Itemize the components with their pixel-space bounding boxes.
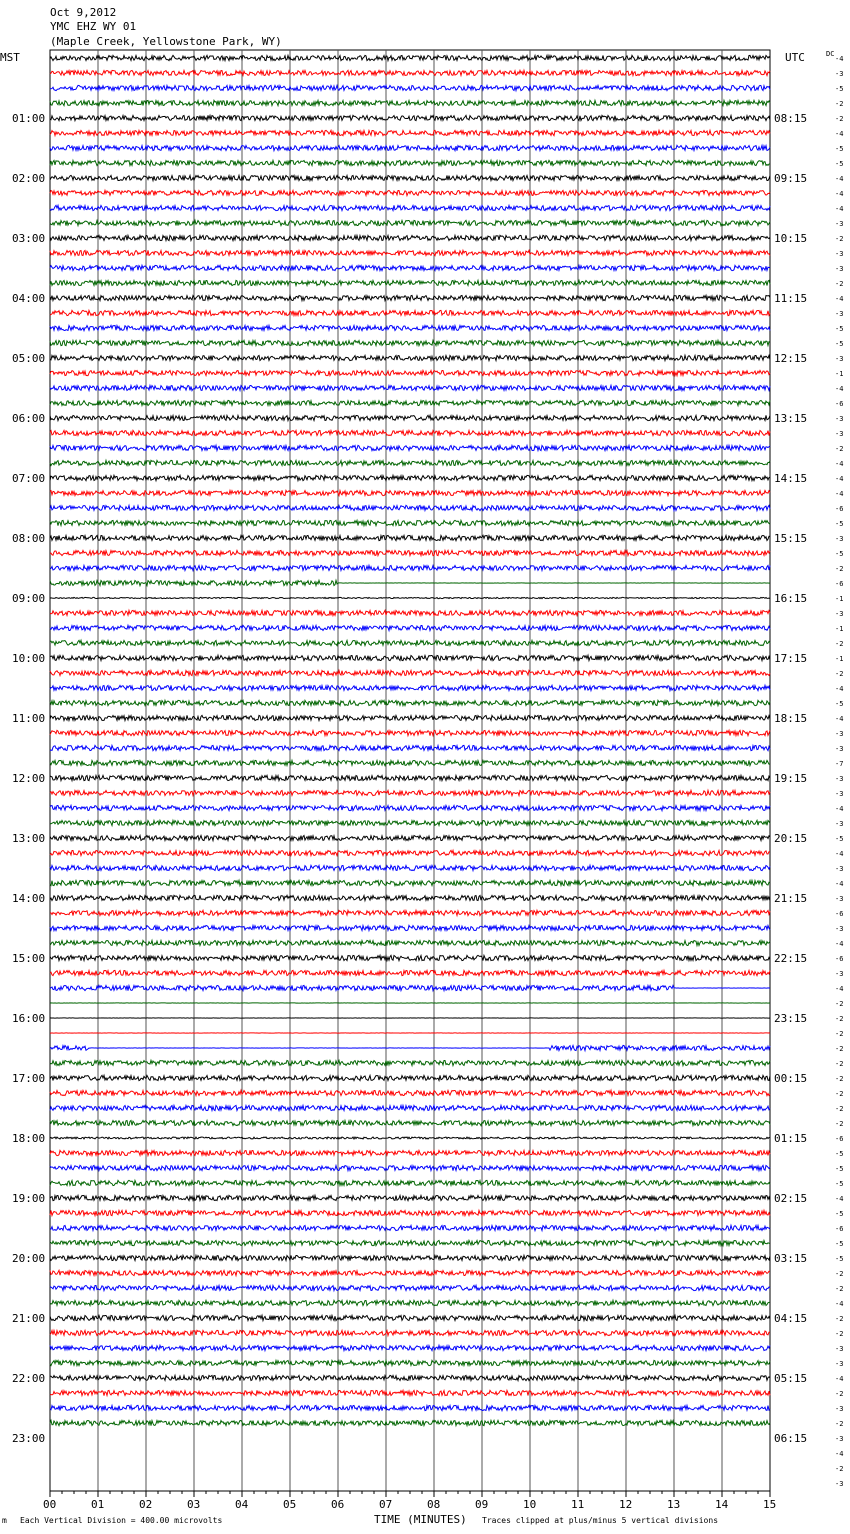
dc-offset-label: -2 xyxy=(835,1105,844,1113)
trace-line xyxy=(50,1075,770,1080)
trace-line xyxy=(50,535,770,540)
left-hour-label: 08:00 xyxy=(12,532,46,545)
dc-offset-label: -1 xyxy=(835,595,844,603)
header-station: YMC EHZ WY 01 xyxy=(50,20,137,33)
trace-line xyxy=(50,1270,770,1275)
trace-line xyxy=(50,655,770,660)
left-hour-label: 13:00 xyxy=(12,832,46,845)
dc-offset-label: -2 xyxy=(835,1390,844,1398)
dc-offset-label: -2 xyxy=(835,1270,844,1278)
right-hour-label: 21:15 xyxy=(774,892,808,905)
left-hour-label: 11:00 xyxy=(12,712,46,725)
trace-line xyxy=(50,1060,770,1065)
right-hour-label: 22:15 xyxy=(774,952,808,965)
right-hour-label: 05:15 xyxy=(774,1372,808,1385)
trace-line xyxy=(50,1120,770,1125)
right-hour-label: 06:15 xyxy=(774,1432,808,1445)
dc-offset-label: -3 xyxy=(835,535,844,543)
dc-offset-label: -4 xyxy=(835,1450,844,1458)
trace-line xyxy=(50,415,770,420)
dc-offset-label: -1 xyxy=(835,655,844,663)
trace-line xyxy=(50,805,770,810)
dc-offset-label: -2 xyxy=(835,1315,844,1323)
dc-offset-label: -2 xyxy=(835,115,844,123)
x-tick-label: 01 xyxy=(91,1498,105,1511)
trace-line xyxy=(50,1420,770,1425)
right-hour-labels xyxy=(774,112,807,1445)
trace-line xyxy=(50,640,770,645)
dc-offset-label: -5 xyxy=(835,835,844,843)
dc-offset-label: -4 xyxy=(835,985,844,993)
trace-line xyxy=(50,55,770,60)
trace-line xyxy=(50,205,770,210)
dc-offset-label: -2 xyxy=(835,445,844,453)
right-hour-label: 23:15 xyxy=(774,1012,808,1025)
x-tick-label: 09 xyxy=(475,1498,489,1511)
x-tick-label: 03 xyxy=(187,1498,201,1511)
dc-offset-label: -2 xyxy=(835,1030,844,1038)
right-hour-label: 18:15 xyxy=(774,712,808,725)
x-tick-label: 00 xyxy=(43,1498,57,1511)
left-hour-label: 14:00 xyxy=(12,892,46,905)
dc-offset-label: -5 xyxy=(835,1255,844,1263)
dc-offset-label: -6 xyxy=(835,580,844,588)
trace-line xyxy=(50,625,770,630)
trace-line xyxy=(50,1405,770,1410)
dc-offset-label: -5 xyxy=(835,1165,844,1173)
trace-line xyxy=(50,550,770,555)
dc-offset-label: -3 xyxy=(835,925,844,933)
dc-offset-label: -2 xyxy=(835,1465,844,1473)
right-hour-label: 13:15 xyxy=(774,412,808,425)
left-hour-label: 19:00 xyxy=(12,1192,46,1205)
dc-offset-label: -2 xyxy=(835,1015,844,1023)
dc-offset-label: -3 xyxy=(835,355,844,363)
header-date: Oct 9,2012 xyxy=(50,6,117,19)
dc-offset-label: -2 xyxy=(835,640,844,648)
trace-line xyxy=(50,145,770,150)
dc-offset-label: -2 xyxy=(835,1420,844,1428)
dc-offset-label: -2 xyxy=(835,1285,844,1293)
right-hour-label: 04:15 xyxy=(774,1312,808,1325)
dc-offset-label: -1 xyxy=(835,625,844,633)
trace-line xyxy=(50,250,770,255)
dc-offset-label: -5 xyxy=(835,85,844,93)
dc-offset-label: -4 xyxy=(835,880,844,888)
dc-offset-label: -2 xyxy=(835,670,844,678)
dc-offset-label: -3 xyxy=(835,430,844,438)
dc-offset-label: -5 xyxy=(835,160,844,168)
dc-offset-label: -2 xyxy=(835,1075,844,1083)
trace-line xyxy=(50,597,770,598)
right-hour-label: 08:15 xyxy=(774,112,808,125)
trace-line xyxy=(50,175,770,180)
trace-line xyxy=(50,385,770,390)
trace-line xyxy=(50,1137,770,1139)
left-hour-label: 15:00 xyxy=(12,952,46,965)
trace-line xyxy=(50,70,770,75)
trace-layer xyxy=(50,55,770,1425)
left-hour-label: 10:00 xyxy=(12,652,46,665)
dc-offset-label: -4 xyxy=(835,1375,844,1383)
trace-line xyxy=(50,115,770,120)
right-hour-label: 11:15 xyxy=(774,292,808,305)
right-hour-label: 10:15 xyxy=(774,232,808,245)
trace-line xyxy=(50,1375,770,1380)
left-hour-label: 18:00 xyxy=(12,1132,46,1145)
right-zone-label: UTC xyxy=(785,51,805,64)
dc-offset-label: -3 xyxy=(835,1360,844,1368)
left-hour-label: 07:00 xyxy=(12,472,46,485)
trace-line xyxy=(50,160,770,165)
left-hour-label: 16:00 xyxy=(12,1012,46,1025)
trace-line xyxy=(50,340,770,345)
right-hour-label: 09:15 xyxy=(774,172,808,185)
dc-offset-label: -4 xyxy=(835,685,844,693)
right-hour-label: 03:15 xyxy=(774,1252,808,1265)
trace-line xyxy=(50,235,770,240)
trace-line xyxy=(50,370,770,375)
left-hour-label: 03:00 xyxy=(12,232,46,245)
trace-line xyxy=(50,1345,770,1350)
right-hour-label: 02:15 xyxy=(774,1192,808,1205)
dc-offset-label: -5 xyxy=(835,1210,844,1218)
x-tick-label: 02 xyxy=(139,1498,153,1511)
dc-offset-label: -6 xyxy=(835,400,844,408)
trace-line xyxy=(50,955,770,960)
right-hour-label: 01:15 xyxy=(774,1132,808,1145)
dc-label: DC xyxy=(826,50,835,58)
dc-offset-label: -4 xyxy=(835,475,844,483)
dc-offset-label: -4 xyxy=(835,1300,844,1308)
dc-offset-label: -4 xyxy=(835,715,844,723)
dc-offset-label: -3 xyxy=(835,820,844,828)
dc-offset-label: -3 xyxy=(835,265,844,273)
trace-line xyxy=(50,400,770,405)
dc-offset-label: -5 xyxy=(835,1240,844,1248)
dc-offset-label: -5 xyxy=(835,700,844,708)
trace-line xyxy=(50,130,770,135)
trace-line xyxy=(50,865,770,870)
trace-line xyxy=(50,520,770,525)
right-hour-label: 17:15 xyxy=(774,652,808,665)
dc-offset-label: -4 xyxy=(835,190,844,198)
left-hour-label: 05:00 xyxy=(12,352,46,365)
x-tick-label: 15 xyxy=(763,1498,777,1511)
trace-line xyxy=(50,715,770,720)
trace-line xyxy=(50,310,770,315)
dc-offset-label: -3 xyxy=(835,250,844,258)
trace-line xyxy=(50,1225,770,1230)
right-hour-label: 14:15 xyxy=(774,472,808,485)
dc-offset-label: -5 xyxy=(835,340,844,348)
x-tick-label: 10 xyxy=(523,1498,537,1511)
dc-offset-label: -4 xyxy=(835,850,844,858)
trace-line xyxy=(50,325,770,330)
trace-line xyxy=(50,85,770,90)
trace-line xyxy=(50,295,770,300)
trace-line xyxy=(50,910,770,915)
dc-offset-label: -3 xyxy=(835,1435,844,1443)
dc-offset-label: -6 xyxy=(835,910,844,918)
trace-line xyxy=(50,1165,770,1170)
left-hour-label: 04:00 xyxy=(12,292,46,305)
x-tick-label: 07 xyxy=(379,1498,393,1511)
dc-offset-label: -3 xyxy=(835,745,844,753)
trace-line xyxy=(50,1255,770,1260)
right-hour-label: 16:15 xyxy=(774,592,808,605)
trace-line xyxy=(50,880,770,885)
x-tick-label: 12 xyxy=(619,1498,633,1511)
x-tick-label: 14 xyxy=(715,1498,729,1511)
left-hour-label: 22:00 xyxy=(12,1372,46,1385)
trace-line xyxy=(50,775,770,780)
trace-line xyxy=(50,970,770,975)
dc-offset-label: -2 xyxy=(835,1330,844,1338)
header-location: (Maple Creek, Yellowstone Park, WY) xyxy=(50,35,282,48)
trace-line xyxy=(50,760,770,765)
x-tick-label: 05 xyxy=(283,1498,297,1511)
x-tick-label: 04 xyxy=(235,1498,249,1511)
trace-line xyxy=(50,670,770,675)
dc-offset-label: -4 xyxy=(835,205,844,213)
trace-line xyxy=(50,355,770,360)
right-hour-label: 20:15 xyxy=(774,832,808,845)
left-zone-label: MST xyxy=(0,51,20,64)
trace-line xyxy=(50,1105,770,1110)
dc-offset-label: -3 xyxy=(835,970,844,978)
dc-offset-label: -2 xyxy=(835,280,844,288)
dc-offset-label: -2 xyxy=(835,235,844,243)
dc-offset-label: -6 xyxy=(835,1135,844,1143)
dc-offset-label: -3 xyxy=(835,730,844,738)
dc-offset-label: -1 xyxy=(835,370,844,378)
trace-line xyxy=(50,430,770,435)
trace-line xyxy=(50,1180,770,1185)
dc-offset-label: -4 xyxy=(835,385,844,393)
trace-line xyxy=(50,565,770,570)
dc-offset-label: -4 xyxy=(835,1195,844,1203)
dc-offset-label: -2 xyxy=(835,100,844,108)
footer-mark: m xyxy=(2,1516,7,1525)
dc-offset-label: -5 xyxy=(835,550,844,558)
dc-offset-label: -2 xyxy=(835,1090,844,1098)
dc-offset-label: -3 xyxy=(835,610,844,618)
trace-line xyxy=(50,460,770,465)
right-hour-label: 15:15 xyxy=(774,532,808,545)
dc-offset-label: -3 xyxy=(835,1480,844,1488)
trace-line xyxy=(50,745,770,750)
trace-line xyxy=(50,1360,770,1365)
trace-line xyxy=(50,475,770,480)
left-hour-labels xyxy=(12,112,45,1445)
dc-offset-label: -3 xyxy=(835,865,844,873)
dc-offset-label: -5 xyxy=(835,1180,844,1188)
right-hour-label: 00:15 xyxy=(774,1072,808,1085)
dc-offset-label: -4 xyxy=(835,295,844,303)
dc-offset-label: -2 xyxy=(835,1045,844,1053)
x-axis xyxy=(43,1491,776,1511)
trace-line xyxy=(50,790,770,795)
dc-offset-label: -3 xyxy=(835,415,844,423)
left-hour-label: 06:00 xyxy=(12,412,46,425)
trace-line xyxy=(50,505,770,510)
left-hour-label: 02:00 xyxy=(12,172,46,185)
dc-offset-label: -6 xyxy=(835,1225,844,1233)
trace-line xyxy=(50,610,770,615)
dc-offset-label: -4 xyxy=(835,490,844,498)
trace-line xyxy=(50,940,770,945)
dc-offset-labels xyxy=(835,55,843,1488)
trace-line xyxy=(50,895,770,900)
footer-clip-note: Traces clipped at plus/minus 5 vertical divisions xyxy=(482,1516,719,1525)
trace-line xyxy=(50,1045,770,1050)
trace-line xyxy=(50,265,770,270)
trace-line xyxy=(50,100,770,105)
dc-offset-label: -4 xyxy=(835,130,844,138)
dc-offset-label: -4 xyxy=(835,805,844,813)
trace-line xyxy=(50,820,770,825)
trace-line xyxy=(50,700,770,705)
dc-offset-label: -4 xyxy=(835,460,844,468)
trace-line xyxy=(50,190,770,195)
dc-offset-label: -3 xyxy=(835,790,844,798)
x-axis-title: TIME (MINUTES) xyxy=(374,1513,467,1526)
trace-line xyxy=(50,280,770,285)
x-tick-label: 06 xyxy=(331,1498,345,1511)
dc-offset-label: -4 xyxy=(835,175,844,183)
x-tick-label: 08 xyxy=(427,1498,441,1511)
trace-line xyxy=(50,685,770,690)
dc-offset-label: -3 xyxy=(835,1405,844,1413)
dc-offset-label: -3 xyxy=(835,220,844,228)
left-hour-label: 12:00 xyxy=(12,772,46,785)
dc-offset-label: -2 xyxy=(835,1000,844,1008)
dc-offset-label: -6 xyxy=(835,955,844,963)
left-hour-label: 01:00 xyxy=(12,112,46,125)
trace-line xyxy=(50,1210,770,1215)
dc-offset-label: -3 xyxy=(835,70,844,78)
left-hour-label: 23:00 xyxy=(12,1432,46,1445)
dc-offset-label: -5 xyxy=(835,325,844,333)
trace-line xyxy=(50,1390,770,1395)
left-hour-label: 20:00 xyxy=(12,1252,46,1265)
dc-offset-label: -2 xyxy=(835,565,844,573)
dc-offset-label: -7 xyxy=(835,760,844,768)
dc-offset-label: -3 xyxy=(835,1345,844,1353)
trace-line xyxy=(50,1285,770,1290)
trace-line xyxy=(50,925,770,930)
dc-offset-label: -5 xyxy=(835,145,844,153)
dc-offset-label: -5 xyxy=(835,1150,844,1158)
trace-line xyxy=(50,985,770,990)
dc-offset-label: -6 xyxy=(835,505,844,513)
dc-offset-label: -2 xyxy=(835,1120,844,1128)
trace-line xyxy=(50,580,770,585)
dc-offset-label: -5 xyxy=(835,520,844,528)
dc-offset-label: -3 xyxy=(835,895,844,903)
trace-line xyxy=(50,1150,770,1155)
right-hour-label: 12:15 xyxy=(774,352,808,365)
trace-line xyxy=(50,1300,770,1305)
trace-line xyxy=(50,1315,770,1320)
left-hour-label: 09:00 xyxy=(12,592,46,605)
trace-line xyxy=(50,1090,770,1095)
trace-line xyxy=(50,835,770,840)
trace-line xyxy=(50,490,770,495)
right-hour-label: 19:15 xyxy=(774,772,808,785)
dc-offset-label: -4 xyxy=(835,55,844,63)
trace-line xyxy=(50,445,770,450)
trace-line xyxy=(50,850,770,855)
dc-offset-label: -2 xyxy=(835,1060,844,1068)
trace-line xyxy=(50,220,770,225)
dc-offset-label: -3 xyxy=(835,775,844,783)
left-hour-label: 17:00 xyxy=(12,1072,46,1085)
trace-line xyxy=(50,1240,770,1245)
x-tick-label: 11 xyxy=(571,1498,585,1511)
trace-line xyxy=(50,1195,770,1200)
dc-offset-label: -4 xyxy=(835,940,844,948)
footer-scale-note: Each Vertical Division = 400.00 microvolts xyxy=(20,1516,223,1525)
trace-line xyxy=(50,730,770,735)
trace-line xyxy=(50,1330,770,1335)
x-tick-label: 13 xyxy=(667,1498,681,1511)
left-hour-label: 21:00 xyxy=(12,1312,46,1325)
dc-offset-label: -3 xyxy=(835,310,844,318)
